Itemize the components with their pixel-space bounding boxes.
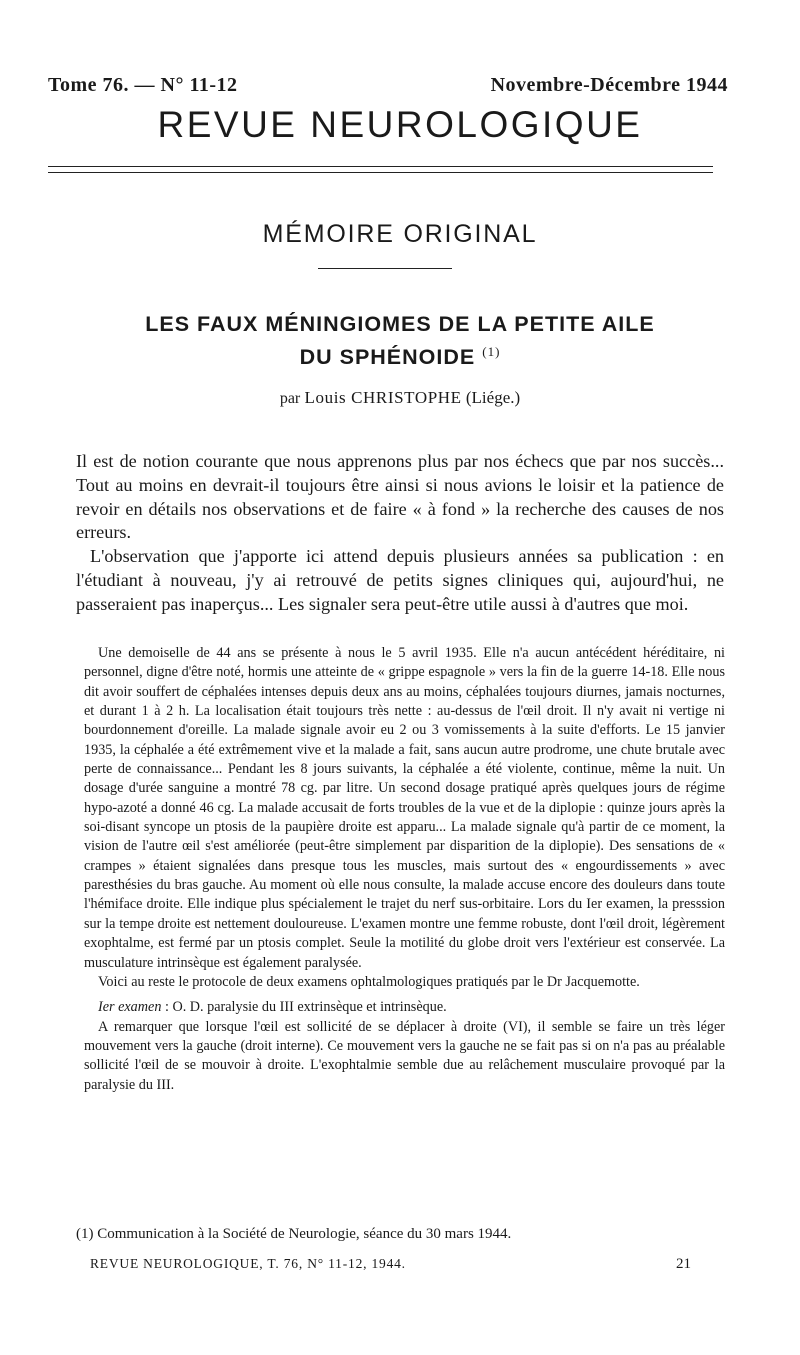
running-header (48, 74, 728, 100)
remark-paragraph: A remarquer que lorsque l'œil est sollicité de se déplacer à droite (VI), il semble se faire un très léger mouvement vers la gauche (droit interne). Ce mouvement vers la gauche ne se fait pas si on n'a pas au préalable sollicité l'œil de se mouvoir à droite. L'exophtalmie semble due au relâchement musculaire provoqué par la paralysie du III. (84, 1018, 725, 1093)
page-number: 21 (676, 1256, 691, 1272)
journal-title: REVUE NEUROLOGIQUE (157, 104, 643, 145)
footer-citation: REVUE NEUROLOGIQUE, T. 76, N° 11-12, 1944. (90, 1256, 406, 1271)
header-rule-bottom (48, 172, 713, 173)
case-paragraph: Une demoiselle de 44 ans se présente à nous le 5 avril 1935. Elle n'a aucun antécédent héréditaire, ni personnel, digne d'être noté, hormis une atteinte de « grippe espagnole » vers la fin de la guerre 14-18. Elle nous dit avoir souffert de céphalées intenses depuis deux ans au moins, céphalées toujours diurnes, jamais nocturnes, et durant 1 à 2 h. La localisation était toujours très nette : au-dessus de l'œil droit. Il n'y avait ni vertige ni bourdonnement d'oreille. La malade signale avoir eu 2 ou 3 vomissements à la suite d'efforts. Le 15 janvier 1935, la céphalée a été extrêmement vive et la malade a fait, sans aucun autre prodrome, une chute brutale avec perte de connaissance... Pendant les 8 jours suivants, la céphalée a été violente, continue, même la nuit. Un dosage d'urée sanguine a montré 78 cg. par litre. Un second dosage pratiqué après quelques jours de régime hypo-azoté a donné 46 cg. La malade accusait de forts troubles de la vue et de la diplopie : quinze jours après la soi-disant syncope un ptosis de la paupière droite est apparu... La malade signale qu'à partir de ce moment, la vision de l'autre œil s'est améliorée (peut-être simplement par disparition de la diplopie). Des sensations de « crampes » étaient signalées dans presque tous les muscles, mais surtout des « engourdissements » avec paresthésies du bras gauche. Au moment où elle nous consulte, la malade accuse encore des douleurs dans toute l'hémiface droite. Elle indique plus spécialement le trajet du nerf sus-orbitaire. Lors du Ier examen, la presssion sur la tempe droite est nettement douloureuse. L'examen montre une femme robuste, dont l'œil droit, légèrement exophtalme, est fermé par un ptosis complet. Seule la motilité du globe droit vers l'extérieur est conservée. La musculature intrinsèque est également paralysée. (84, 645, 725, 971)
exam-text: : O. D. paralysie du III extrinsèque et intrinsèque. (161, 999, 447, 1016)
author-byline (0, 388, 800, 408)
exam-paragraph (84, 998, 725, 1017)
header-rule-top (48, 166, 713, 167)
article-title (0, 310, 800, 371)
section-divider (318, 268, 452, 269)
intro-paragraph-2: L'observation que j'apporte ici attend depuis plusieurs années sa publication : en l'étudiant à nouveau, j'y ai retrouvé de petits signes cliniques qui, aujourd'hui, ne passeraient pas inaperçus... Les signaler sera peut-être utile aussi à d'autres que moi. (76, 546, 724, 614)
article-title-line-1: LES FAUX MÉNINGIOMES DE LA PETITE AILE (145, 312, 655, 336)
protocol-paragraph: Voici au reste le protocole de deux examens ophtalmologiques pratiqués par le Dr Jacquemotte. (98, 973, 640, 990)
section-heading: MÉMOIRE ORIGINAL (262, 220, 538, 248)
issue-date: Novembre-Décembre 1944 (490, 74, 728, 96)
intro-paragraph-1: Il est de notion courante que nous apprenons plus par nos échecs que par nos succès... Tout au moins en devrait-il toujours être ainsi si nous avions le loisir et la patience de revoir en détails nos observations et de faire « à fond » la recherche des causes de nos erreurs. (76, 451, 724, 543)
volume-number: Tome 76. — N° 11-12 (48, 74, 238, 96)
exam-label: Ier examen (98, 999, 162, 1016)
author-affiliation: (Liége.) (465, 388, 521, 407)
introduction (76, 450, 724, 617)
byline-par: par (279, 390, 301, 407)
footnote: (1) Communication à la Société de Neurologie, séance du 30 mars 1944. (76, 1226, 512, 1242)
title-footnote-marker: (1) (482, 344, 501, 359)
case-observation (84, 644, 725, 1095)
author-name: Louis CHRISTOPHE (304, 388, 462, 407)
article-title-line-2 (0, 338, 800, 371)
article-title-line-2-text: DU SPHÉNOIDE (299, 345, 476, 370)
